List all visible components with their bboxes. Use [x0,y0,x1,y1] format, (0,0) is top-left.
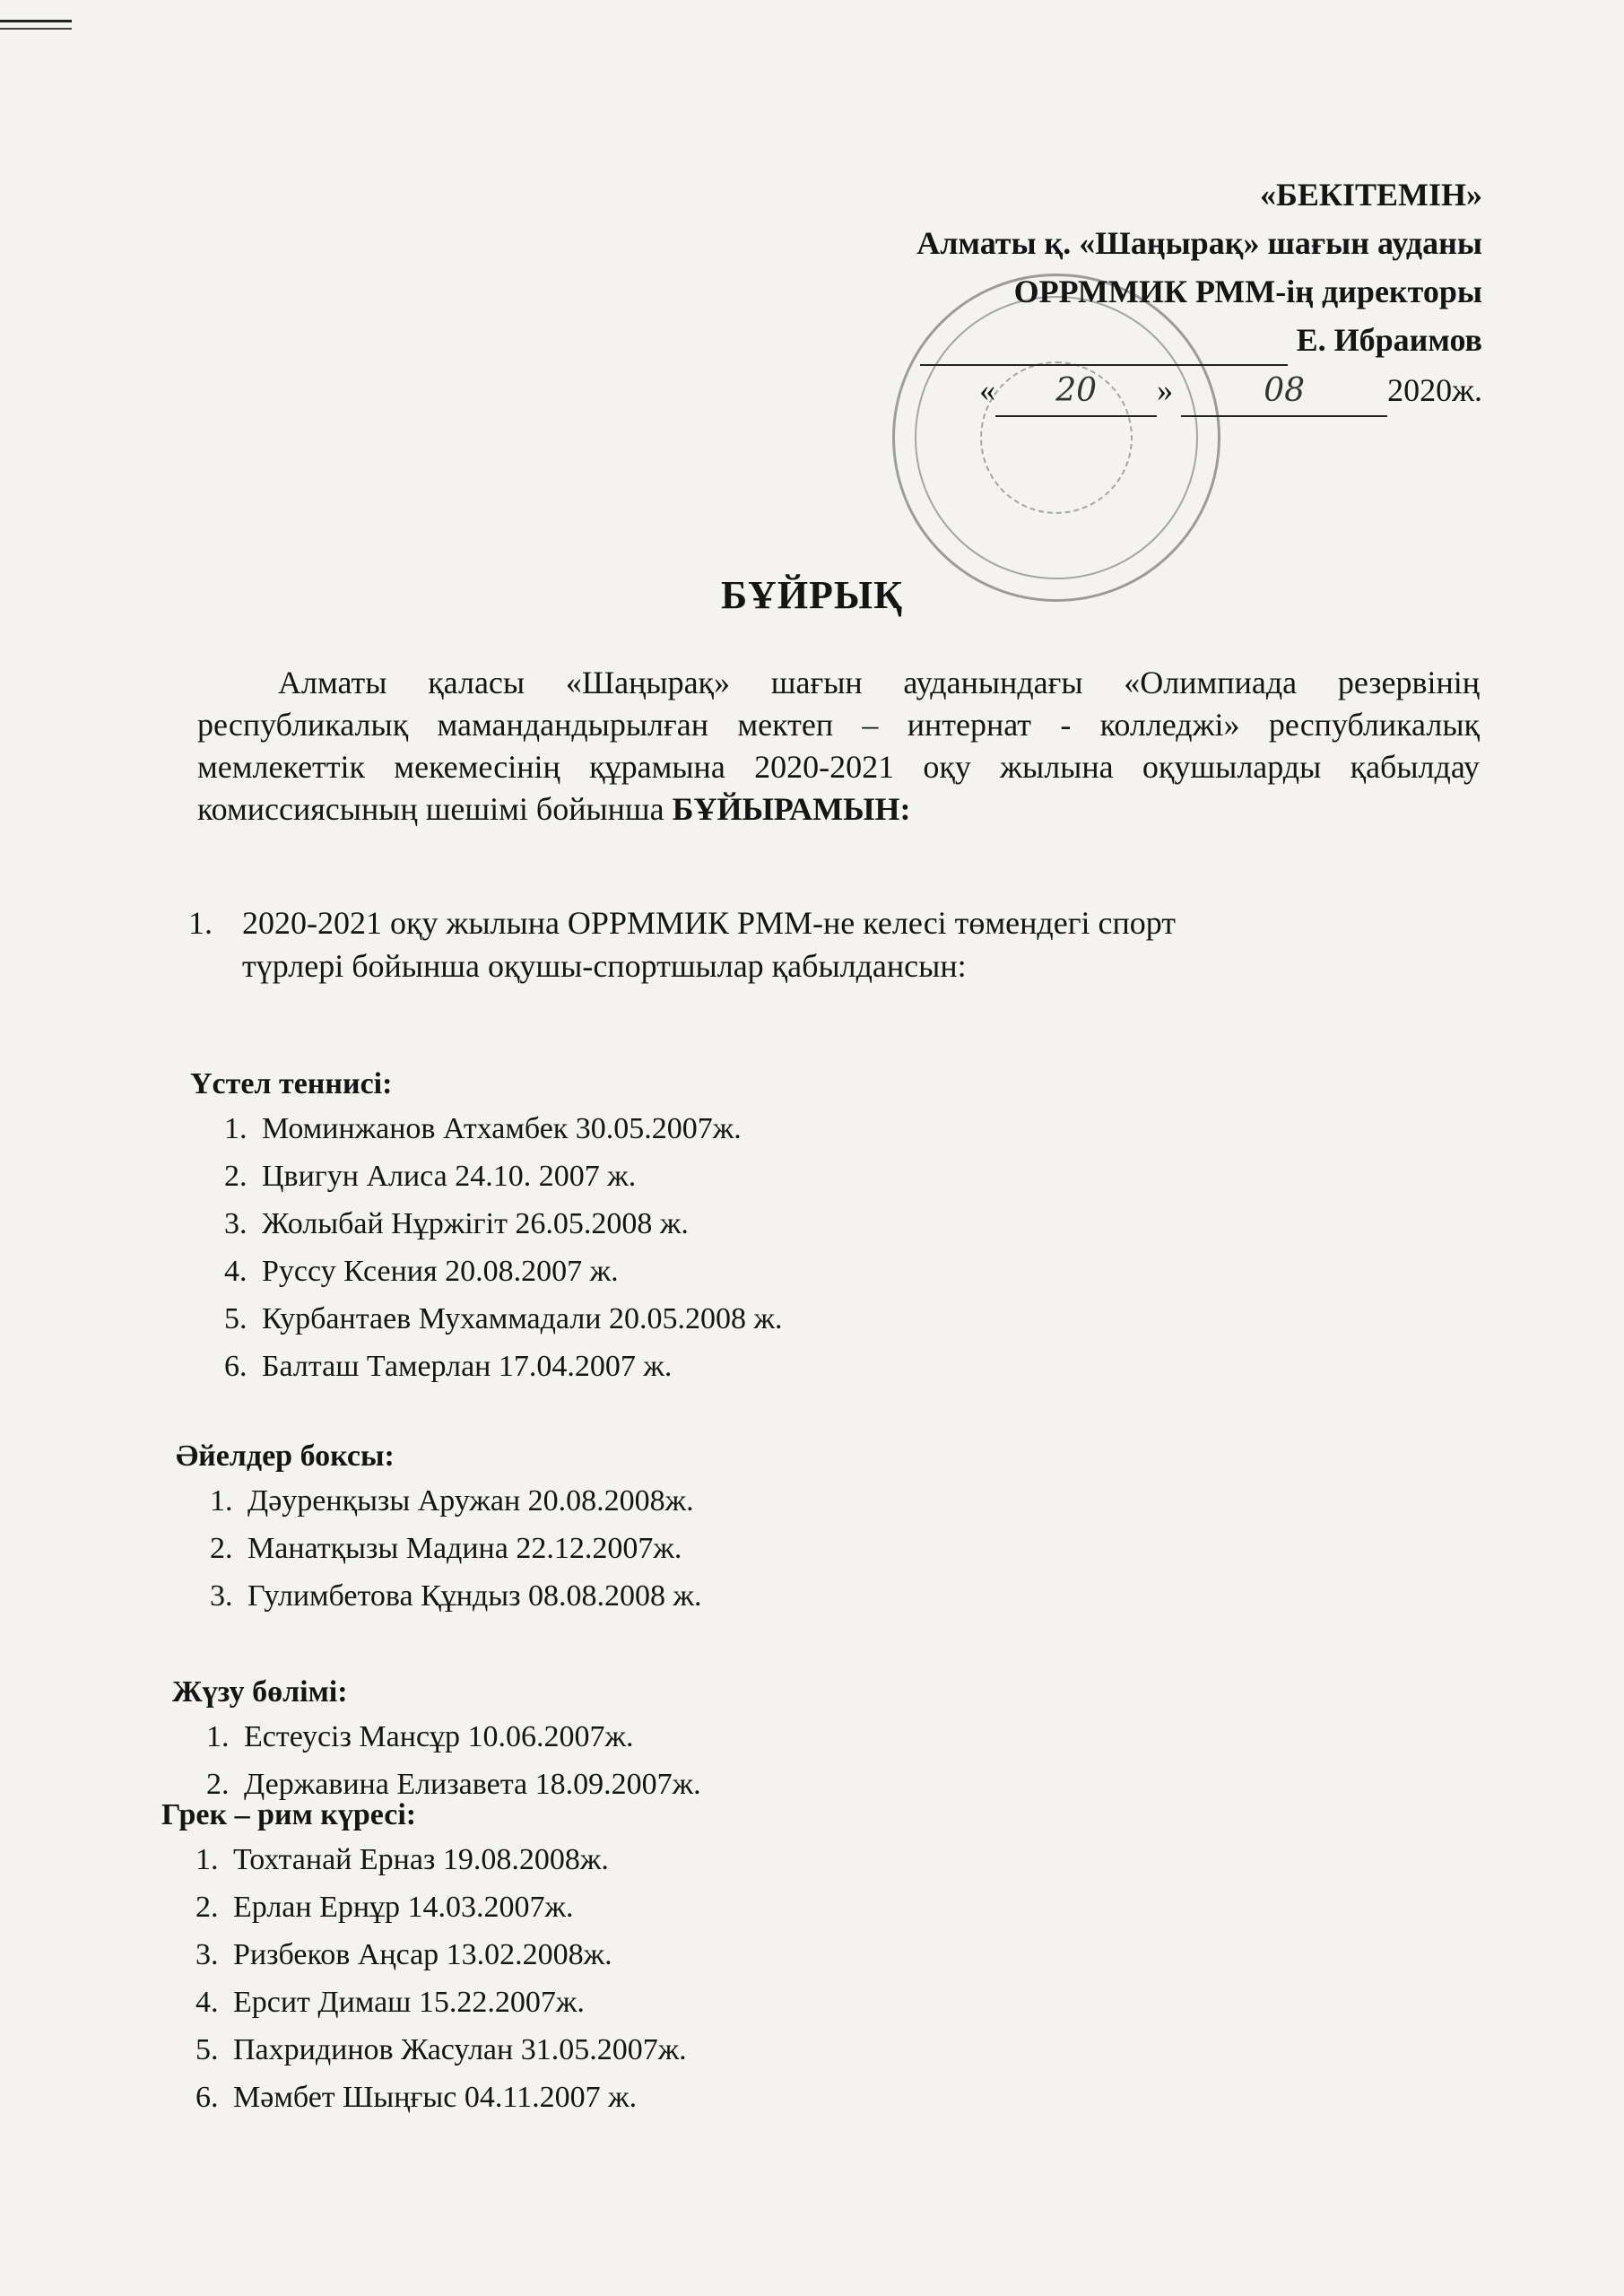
section-greco-roman-wrestling [161,1798,687,2121]
list-item: 5. Курбантаев Мухаммадали 20.05.2008 ж. [255,1295,782,1343]
list-item: 4. Руссу Ксения 20.08.2007 ж. [255,1248,782,1295]
approval-block [916,170,1482,417]
list-item: 5. Пахридинов Жасулан 31.05.2007ж. [226,2026,687,2074]
point-text: 2020-2021 оқу жылына ОРРММИК РММ-не келесі төмендегі спорт [242,905,1176,941]
list-item: 1. Тохтанай Ерназ 19.08.2008ж. [226,1836,687,1883]
list-item: 2. Цвигун Алиса 24.10. 2007 ж. [255,1152,782,1200]
student-list [172,1713,701,1808]
section-swimming [172,1675,701,1808]
list-item: 3. Жолыбай Нұржігіт 26.05.2008 ж. [255,1200,782,1248]
point-text-continued: түрлері бойынша оқушы-спортшылар қабылдансын: [242,948,967,984]
scan-edge-mark [0,20,72,30]
list-item: 2. Манатқызы Мадина 22.12.2007ж. [240,1525,702,1572]
point-number: 1. [188,905,213,941]
approval-heading: «БЕКІТЕМІН» [1260,177,1482,213]
intro-text: Алматы қаласы «Шаңырақ» шағын ауданындағы «Олимпиада резервінің республикалық мамандандырылған мектеп – интернат - колледжі» республикалық мемлекеттік мекемесінің құрамына 2020-2021 оқу жылына оқушыларды қабылдау комиссиясының шешімі бойынша [197,665,1480,827]
date-day: 20 [995,367,1157,417]
signature-line [920,316,1288,366]
approval-date [916,366,1482,417]
section-womens-boxing [176,1439,702,1620]
section-table-tennis [190,1067,782,1390]
signatory-name: Е. Ибраимов [1296,322,1482,358]
signature-row [916,316,1482,366]
list-item: 3. Ризбеков Аңсар 13.02.2008ж. [226,1931,687,1979]
section-heading: Үстел теннисі: [190,1067,393,1100]
section-heading: Грек – рим күресі: [161,1798,417,1831]
list-item: 1. Дәуренқызы Аружан 20.08.2008ж. [240,1477,702,1525]
list-item: 2. Ерлан Ернұр 14.03.2007ж. [226,1883,687,1931]
list-item: 6. Балташ Тамерлан 17.04.2007 ж. [255,1343,782,1390]
date-open-quote: « [979,372,996,408]
list-item: 1. Моминжанов Атхамбек 30.05.2007ж. [255,1105,782,1152]
order-point-1 [188,901,1444,987]
approval-line-2: ОРРММИК РММ-ің директоры [1013,274,1482,309]
date-close-quote: » [1157,372,1174,408]
student-list [176,1477,702,1620]
date-year: 2020ж. [1387,372,1482,408]
list-item: 2. Державина Елизавета 18.09.2007ж. [237,1761,701,1808]
date-month: 08 [1181,367,1387,417]
student-list [190,1105,782,1390]
list-item: 4. Ерсит Димаш 15.22.2007ж. [226,1979,687,2026]
intro-order-word: БҰЙЫРАМЫН: [672,791,911,827]
student-list [161,1836,687,2121]
document-title: БҰЙРЫҚ [720,573,904,617]
list-item: 6. Мәмбет Шыңғыс 04.11.2007 ж. [226,2074,687,2121]
approval-line-1: Алматы қ. «Шаңырақ» шағын ауданы [916,225,1482,261]
section-heading: Әйелдер боксы: [176,1439,395,1473]
list-item: 1. Естеусіз Мансұр 10.06.2007ж. [237,1713,701,1761]
list-item: 3. Гулимбетова Құндыз 08.08.2008 ж. [240,1572,702,1620]
section-heading: Жүзу бөлімі: [172,1675,348,1709]
intro-paragraph [197,662,1480,831]
